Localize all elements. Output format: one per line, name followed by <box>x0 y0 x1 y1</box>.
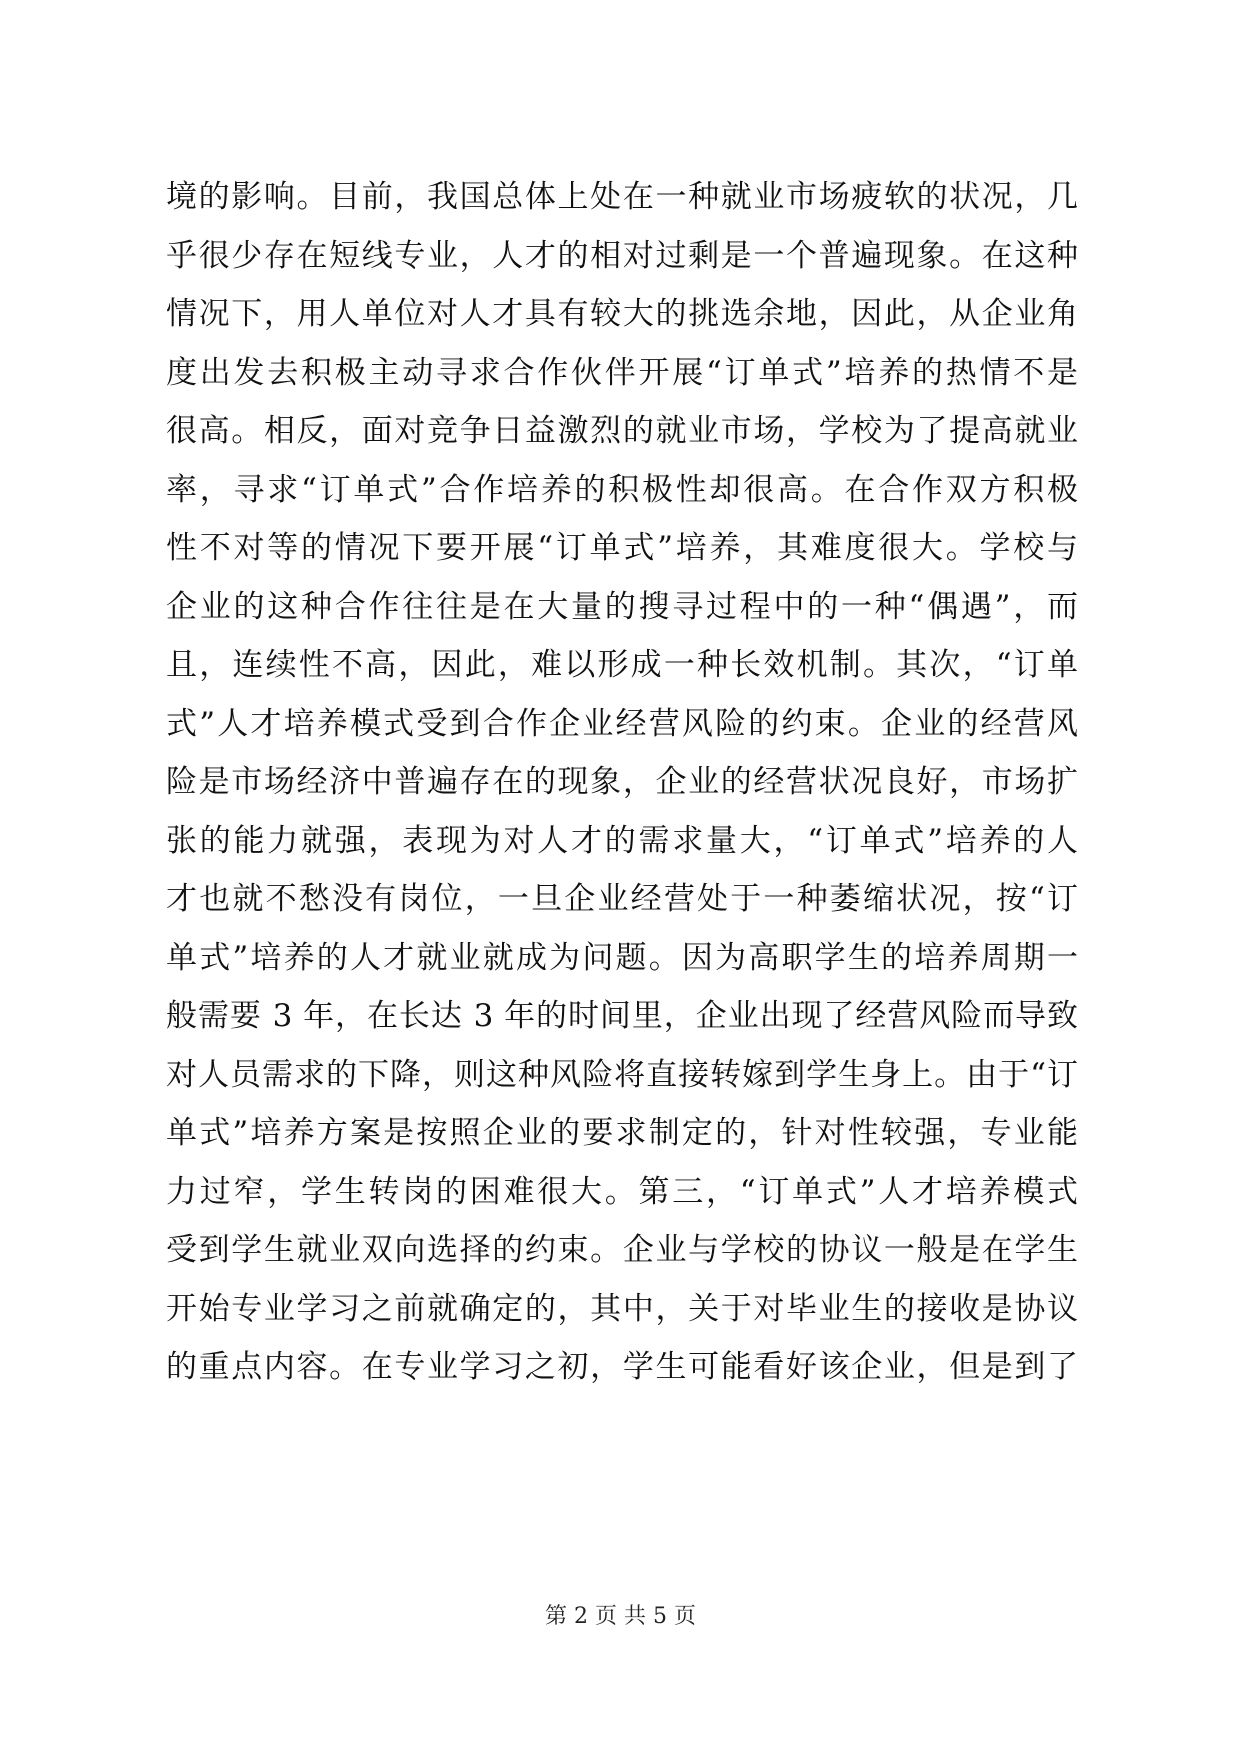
text-line: 式”人才培养模式受到合作企业经营风险的约束。企业的经营风 <box>166 705 1078 742</box>
text-line: 的重点内容。在专业学习之初，学生可能看好该企业，但是到了 <box>166 1349 1078 1385</box>
text-line: 才也就不愁没有岗位，一旦企业经营处于一种萎缩状况，按“订 <box>166 881 1078 917</box>
body-text <box>166 168 1078 1397</box>
text-line: 开始专业学习之前就确定的，其中，关于对毕业生的接收是协议 <box>166 1290 1078 1327</box>
text-line: 率，寻求“订单式”合作培养的积极性却很高。在合作双方积极 <box>166 471 1078 508</box>
page-number-footer: 第 2 页 共 5 页 <box>545 1604 696 1629</box>
text-line: 企业的这种合作往往是在大量的搜寻过程中的一种“偶遇”，而 <box>166 588 1078 625</box>
text-line: 受到学生就业双向选择的约束。企业与学校的协议一般是在学生 <box>166 1232 1078 1268</box>
text-line: 情况下，用人单位对人才具有较大的挑选余地，因此，从企业角 <box>166 296 1078 332</box>
text-line: 力过窄，学生转岗的困难很大。第三，“订单式”人才培养模式 <box>166 1173 1078 1210</box>
text-line: 险是市场经济中普遍存在的现象，企业的经营状况良好，市场扩 <box>166 764 1078 800</box>
text-line: 乎很少存在短线专业，人才的相对过剩是一个普遍现象。在这种 <box>166 237 1078 274</box>
text-line: 境的影响。目前，我国总体上处在一种就业市场疲软的状况，几 <box>166 179 1078 215</box>
text-line: 且，连续性不高，因此，难以形成一种长效机制。其次，“订单 <box>166 647 1078 683</box>
text-line: 张的能力就强，表现为对人才的需求量大，“订单式”培养的人 <box>166 822 1078 859</box>
text-line: 度出发去积极主动寻求合作伙伴开展“订单式”培养的热情不是 <box>166 354 1078 391</box>
text-line: 很高。相反，面对竞争日益激烈的就业市场，学校为了提高就业 <box>166 413 1078 449</box>
text-line: 单式”培养的人才就业就成为问题。因为高职学生的培养周期一 <box>166 939 1078 976</box>
text-line: 性不对等的情况下要开展“订单式”培养，其难度很大。学校与 <box>166 530 1078 566</box>
text-line: 般需要 3 年，在长达 3 年的时间里，企业出现了经营风险而导致 <box>166 998 1078 1034</box>
text-line: 单式”培养方案是按照企业的要求制定的，针对性较强，专业能 <box>166 1115 1078 1151</box>
text-line: 对人员需求的下降，则这种风险将直接转嫁到学生身上。由于“订 <box>166 1056 1078 1093</box>
